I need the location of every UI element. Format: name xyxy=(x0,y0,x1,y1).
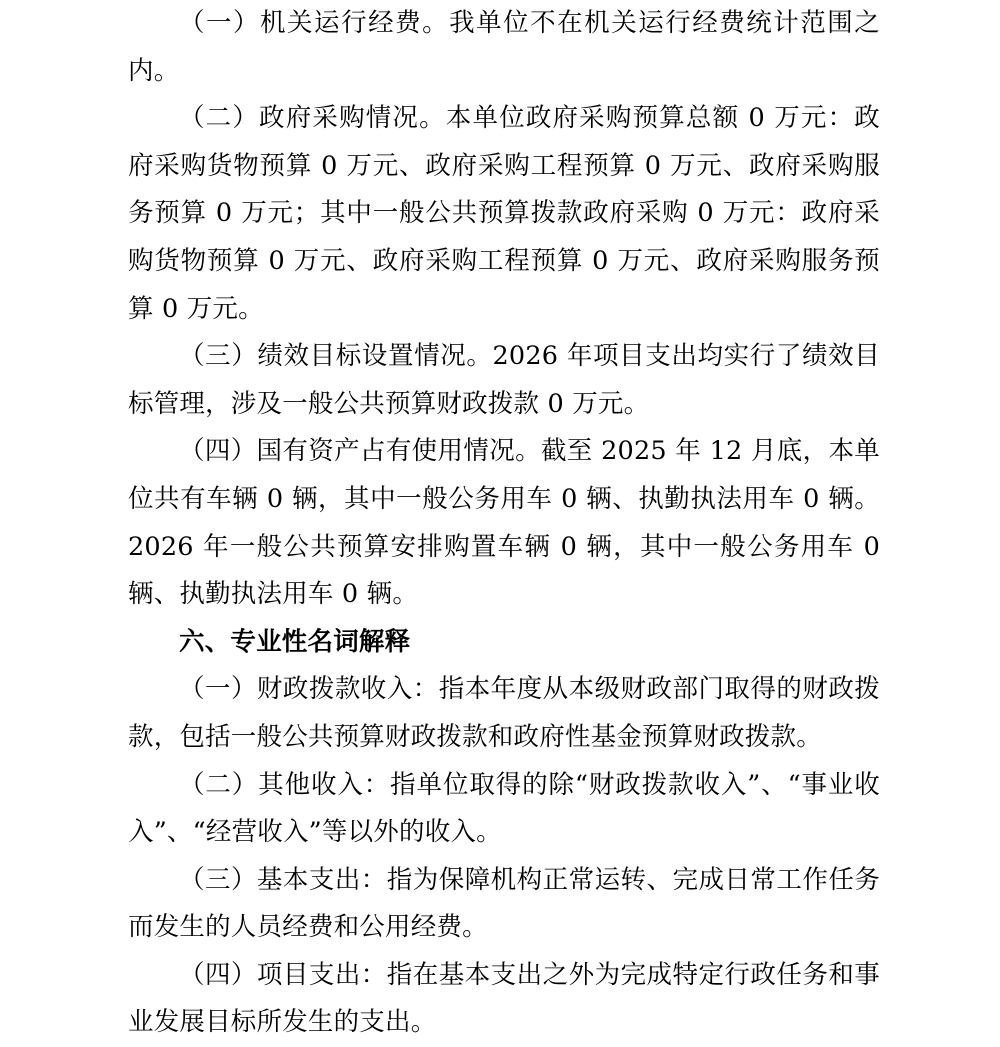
paragraph-guoyou-zichan: （四）国有资产占有使用情况。截至 2025 年 12 月底，本单位共有车辆 0 辆，其中一般公务用车 0 辆、执勤执法用车 0 辆。2026 年一般公共预算安排购置车辆 0 辆，其中一般公务用车 0 辆、执勤执法用车 0 辆。 xyxy=(128,436,880,610)
paragraph-qita-shouru: （二）其他收入：指单位取得的除“财政拨款收入”、“事业收入”、“经营收入”等以外的收入。 xyxy=(128,769,880,848)
section-heading-six: 六、专业性名词解释 xyxy=(179,626,411,657)
paragraph-zhengfu-caigou: （二）政府采购情况。本单位政府采购预算总额 0 万元：政府采购货物预算 0 万元、政府采购工程预算 0 万元、政府采购服务预算 0 万元；其中一般公共预算拨款政府采购 0 万元：政府采购货物预算 0 万元、政府采购工程预算 0 万元、政府采购服务预算 0 万元。 xyxy=(128,103,880,324)
paragraph-jixiao-mubiao: （三）绩效目标设置情况。2026 年项目支出均实行了绩效目标管理，涉及一般公共预算财政拨款 0 万元。 xyxy=(128,341,880,419)
paragraph-caizheng-bokuan-shouru: （一）财政拨款收入：指本年度从本级财政部门取得的财政拨款，包括一般公共预算财政拨款和政府性基金预算财政拨款。 xyxy=(128,674,880,752)
paragraph-jiguan-yunxing: （一）机关运行经费。我单位不在机关运行经费统计范围之内。 xyxy=(128,8,880,86)
paragraph-xiangmu-zhichu: （四）项目支出：指在基本支出之外为完成特定行政任务和事业发展目标所发生的支出。 xyxy=(128,959,880,1038)
paragraph-jiben-zhichu: （三）基本支出：指为保障机构正常运转、完成日常工作任务而发生的人员经费和公用经费。 xyxy=(128,864,880,943)
